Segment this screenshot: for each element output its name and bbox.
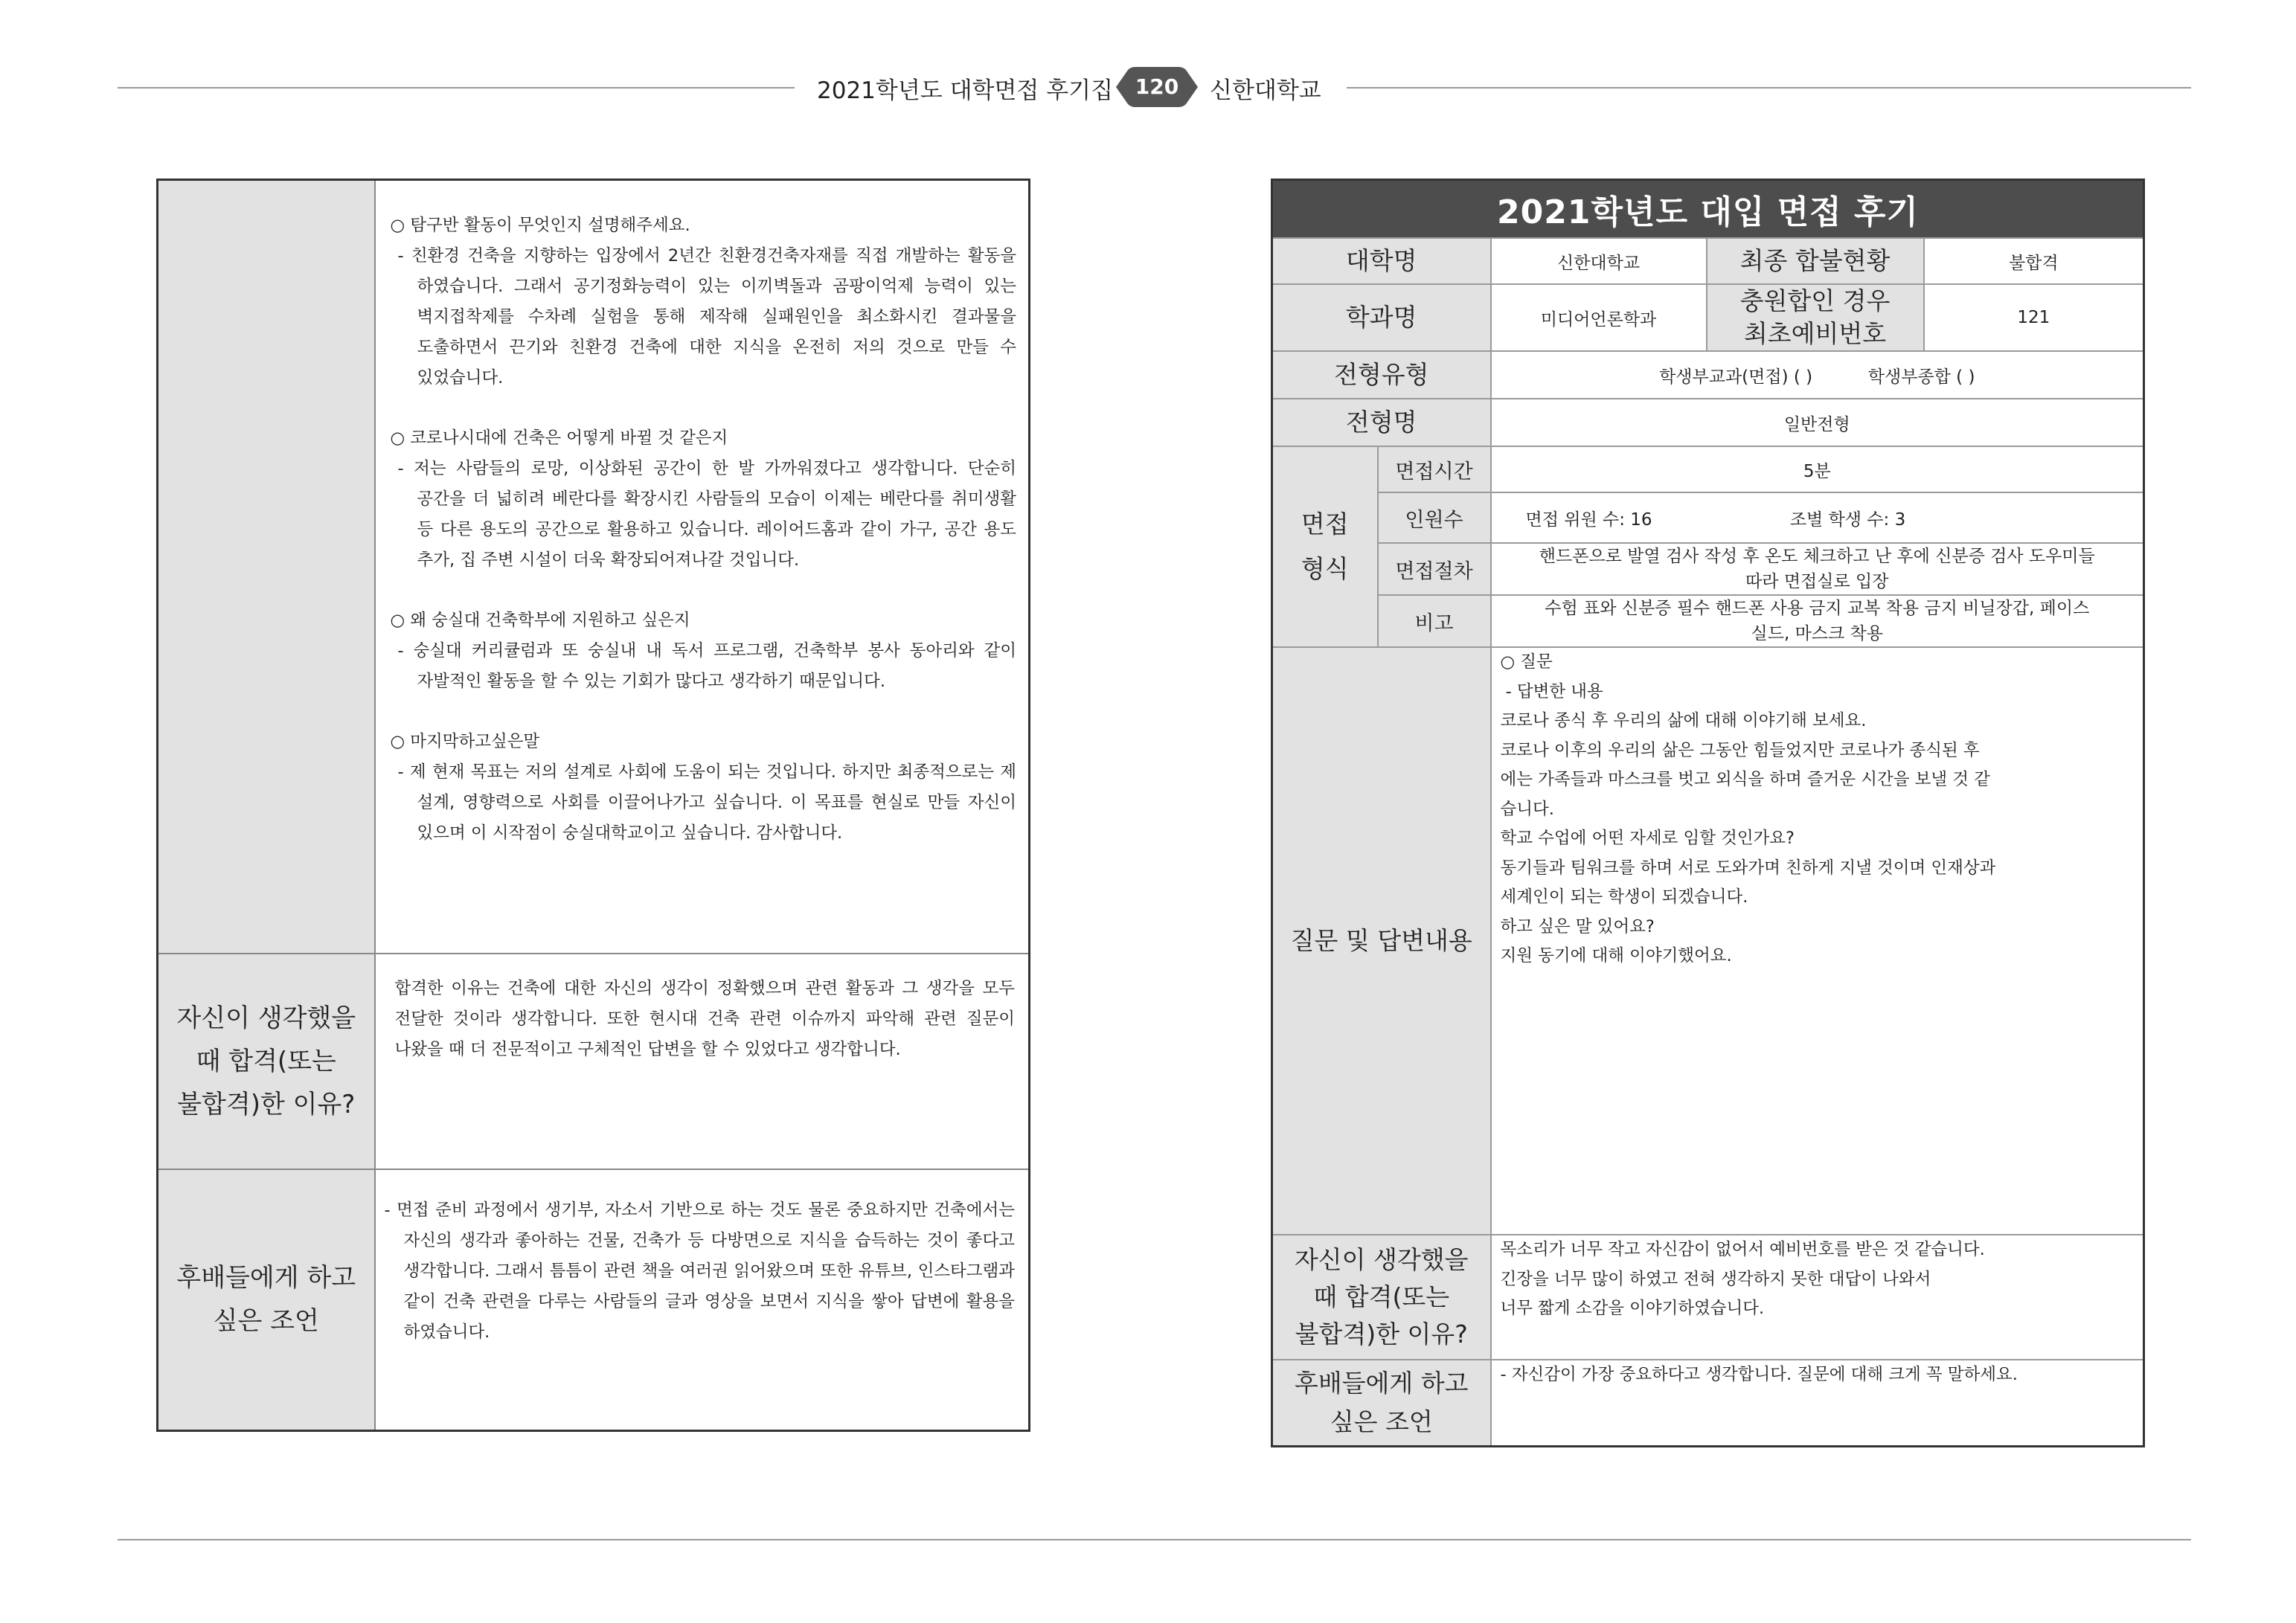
qa-line: 동기들과 팀워크를 하며 서로 도와가며 친하게 지낼 것이며 인재상과 <box>1500 858 1996 878</box>
header-title: 2021학년도 대학면접 후기집 <box>817 77 1114 104</box>
dept-label: 학과명 <box>1272 284 1491 351</box>
type-row <box>1272 351 2144 399</box>
track-value: 일반전형 <box>1491 399 2144 446</box>
qa-row <box>158 180 1030 954</box>
advice-row <box>158 1169 1030 1431</box>
note-value: 수험 표와 신분증 필수 핸드폰 사용 금지 교복 착용 금지 비닐장갑, 페이스 실드, 마스크 착용 <box>1491 595 2144 647</box>
advice-text: - 면접 준비 과정에서 생기부, 자소서 기반으로 하는 것도 물론 중요하지만 건축에서는 자신의 생각과 좋아하는 건물, 건축가 등 다방면으로 지식을 습득하는 것이 좋다고 생각합니다. 그래서 틈틈이 관련 책을 여러권 읽어왔으며 또한 유튜브, 인스타그램과 같이 건축 관련을 다루는 사람들의 글과 영상을 보면서 지식을 쌓아 답변에 활용을 하였습니다. <box>384 1200 1015 1342</box>
qa-label-cell <box>158 180 375 954</box>
interviewer-count: 면접 위원 수: 16 <box>1525 510 1652 530</box>
advice-row <box>1272 1360 2144 1446</box>
reason-line: 너무 짧게 소감을 이야기하였습니다. <box>1500 1299 1765 1318</box>
result-value: 불합격 <box>1924 238 2144 284</box>
qa-content <box>1491 647 2144 1235</box>
header-school: 신한대학교 <box>1210 77 1321 104</box>
univ-label: 대학명 <box>1272 238 1491 284</box>
qa-line: 에는 가족들과 마스크를 벗고 외식을 하며 즐거운 시간을 보낼 것 같 <box>1500 770 1990 789</box>
reason-row <box>1272 1235 2144 1360</box>
people-value <box>1491 492 2144 543</box>
advice-label: 후배들에게 하고 싶은 조언 <box>1272 1360 1491 1446</box>
time-label: 면접시간 <box>1378 446 1491 492</box>
qa-line: 학교 수업에 어떤 자세로 임할 것인가요? <box>1500 829 1795 848</box>
qa-line: 지원 동기에 대해 이야기했어요. <box>1500 946 1732 965</box>
title-row <box>1272 180 2144 239</box>
advice-content <box>375 1169 1030 1431</box>
univ-row <box>1272 238 2144 284</box>
result-label: 최종 합불현황 <box>1707 238 1924 284</box>
qa-line: 하고 싶은 말 있어요? <box>1500 916 1655 936</box>
reason-line: 목소리가 너무 작고 자신감이 없어서 예비번호를 받은 것 같습니다. <box>1500 1240 1985 1259</box>
type-value: 학생부교과(면접) ( ) 학생부종합 ( ) <box>1491 351 2144 399</box>
reason-text: 합격한 이유는 건축에 대한 자신의 생각이 정확했으며 관련 활동과 그 생각을 모두 전달한 것이라 생각합니다. 또한 현시대 건축 관련 이슈까지 파악해 관련 질문이 나왔을 때 더 전문적이고 구체적인 답변을 할 수 있었다고 생각합니다. <box>375 954 1030 1169</box>
answer-3: - 숭실대 커리큘럼과 또 숭실내 내 독서 프로그램, 건축학부 봉사 동아리와 같이 자발적인 활동을 할 수 있는 기회가 많다고 생각하기 때문입니다. <box>397 641 1016 691</box>
qa-line: - 답변한 내용 <box>1500 681 1603 701</box>
qa-content <box>375 180 1030 954</box>
form-title: 2021학년도 대입 면접 후기 <box>1272 180 2144 239</box>
track-label: 전형명 <box>1272 399 1491 446</box>
qa-line: 습니다. <box>1500 799 1554 819</box>
question-2: ○ 코로나시대에 건축은 어떻게 바뀔 것 같은지 <box>390 428 728 448</box>
question-4: ○ 마지막하고싶은말 <box>390 732 540 751</box>
question-3: ○ 왜 숭실대 건축학부에 지원하고 싶은지 <box>390 611 690 630</box>
answer-1: - 친환경 건축을 지향하는 입장에서 2년간 친환경건축자재를 직접 개발하는 활동을 하였습니다. 그래서 공기정화능력이 있는 이끼벽돌과 곰팡이억제 능력이 있는 벽지접착제를 수차례 실험을 통해 제작해 실패원인을 최소화시킨 결과물을 도출하면서 끈기와 친환경 건축에 대한 지식을 온전히 저의 것으로 만들 수 있었습니다. <box>397 246 1016 388</box>
format-label: 면접 형식 <box>1272 446 1378 647</box>
qa-line: 코로나 이후의 우리의 삶은 그동안 힘들었지만 코로나가 종식된 후 <box>1500 740 1980 760</box>
note-row <box>1272 595 2144 647</box>
time-value: 5분 <box>1491 446 2144 492</box>
note-label: 비고 <box>1378 595 1491 647</box>
advice-label: 후배들에게 하고 싶은 조언 <box>158 1169 375 1431</box>
page-number-badge <box>1116 67 1198 107</box>
univ-value: 신한대학교 <box>1491 238 1707 284</box>
type-label: 전형유형 <box>1272 351 1491 399</box>
left-review-table <box>156 179 1030 1432</box>
header-rule-left <box>118 87 795 89</box>
people-label: 인원수 <box>1378 492 1491 543</box>
qa-line: 코로나 종식 후 우리의 삶에 대해 이야기해 보세요. <box>1500 711 1867 730</box>
qa-label: 질문 및 답변내용 <box>1272 647 1491 1235</box>
footer-rule <box>118 1539 2191 1540</box>
reason-label: 자신이 생각했을 때 합격(또는 불합격)한 이유? <box>1272 1235 1491 1360</box>
page-number: 120 <box>1135 74 1179 99</box>
qa-line: ○ 질문 <box>1500 652 1553 672</box>
people-row <box>1272 492 2144 543</box>
reason-line: 긴장을 너무 많이 하였고 전혀 생각하지 못한 대답이 나와서 <box>1500 1269 1931 1289</box>
answer-4: - 제 현재 목표는 저의 설계로 사회에 도움이 되는 것입니다. 하지만 최종적으로는 제 설계, 영향력으로 사회를 이끌어나가고 싶습니다. 이 목표를 현실로 만들 자신이 있으며 이 시작점이 숭실대학교이고 싶습니다. 감사합니다. <box>397 762 1016 843</box>
right-review-table <box>1271 179 2145 1447</box>
procedure-row <box>1272 543 2144 595</box>
waitlist-label: 충원합인 경우 최초예비번호 <box>1707 284 1924 351</box>
answer-2: - 저는 사람들의 로망, 이상화된 공간이 한 발 가까워졌다고 생각합니다. 단순히 공간을 더 넓히려 베란다를 확장시킨 사람들의 모습이 이제는 베란다를 취미생활 등 다른 용도의 공간으로 활용하고 있습니다. 레이어드홈과 같이 가구, 공간 용도 추가, 집 주변 시설이 더욱 확장되어져나갈 것입니다. <box>397 459 1016 570</box>
dept-row <box>1272 284 2144 351</box>
reason-content <box>1491 1235 2144 1360</box>
waitlist-value: 121 <box>1924 284 2144 351</box>
reason-label: 자신이 생각했을 때 합격(또는 불합격)한 이유? <box>158 954 375 1169</box>
time-row <box>1272 446 2144 492</box>
reason-row <box>158 954 1030 1169</box>
dept-value: 미디어언론학과 <box>1491 284 1707 351</box>
procedure-label: 면접절차 <box>1378 543 1491 595</box>
procedure-value: 핸드폰으로 발열 검사 작성 후 온도 체크하고 난 후에 신분증 검사 도우미들 따라 면접실로 입장 <box>1491 543 2144 595</box>
header-rule-right <box>1347 87 2191 89</box>
question-1: ○ 탐구반 활동이 무엇인지 설명해주세요. <box>390 216 690 235</box>
student-count: 조별 학생 수: 3 <box>1789 510 1906 530</box>
qa-line: 세계인이 되는 학생이 되겠습니다. <box>1500 887 1748 907</box>
advice-text: - 자신감이 가장 중요하다고 생각합니다. 질문에 대해 크게 꼭 말하세요. <box>1491 1360 2144 1446</box>
track-row <box>1272 399 2144 446</box>
qa-row <box>1272 647 2144 1235</box>
